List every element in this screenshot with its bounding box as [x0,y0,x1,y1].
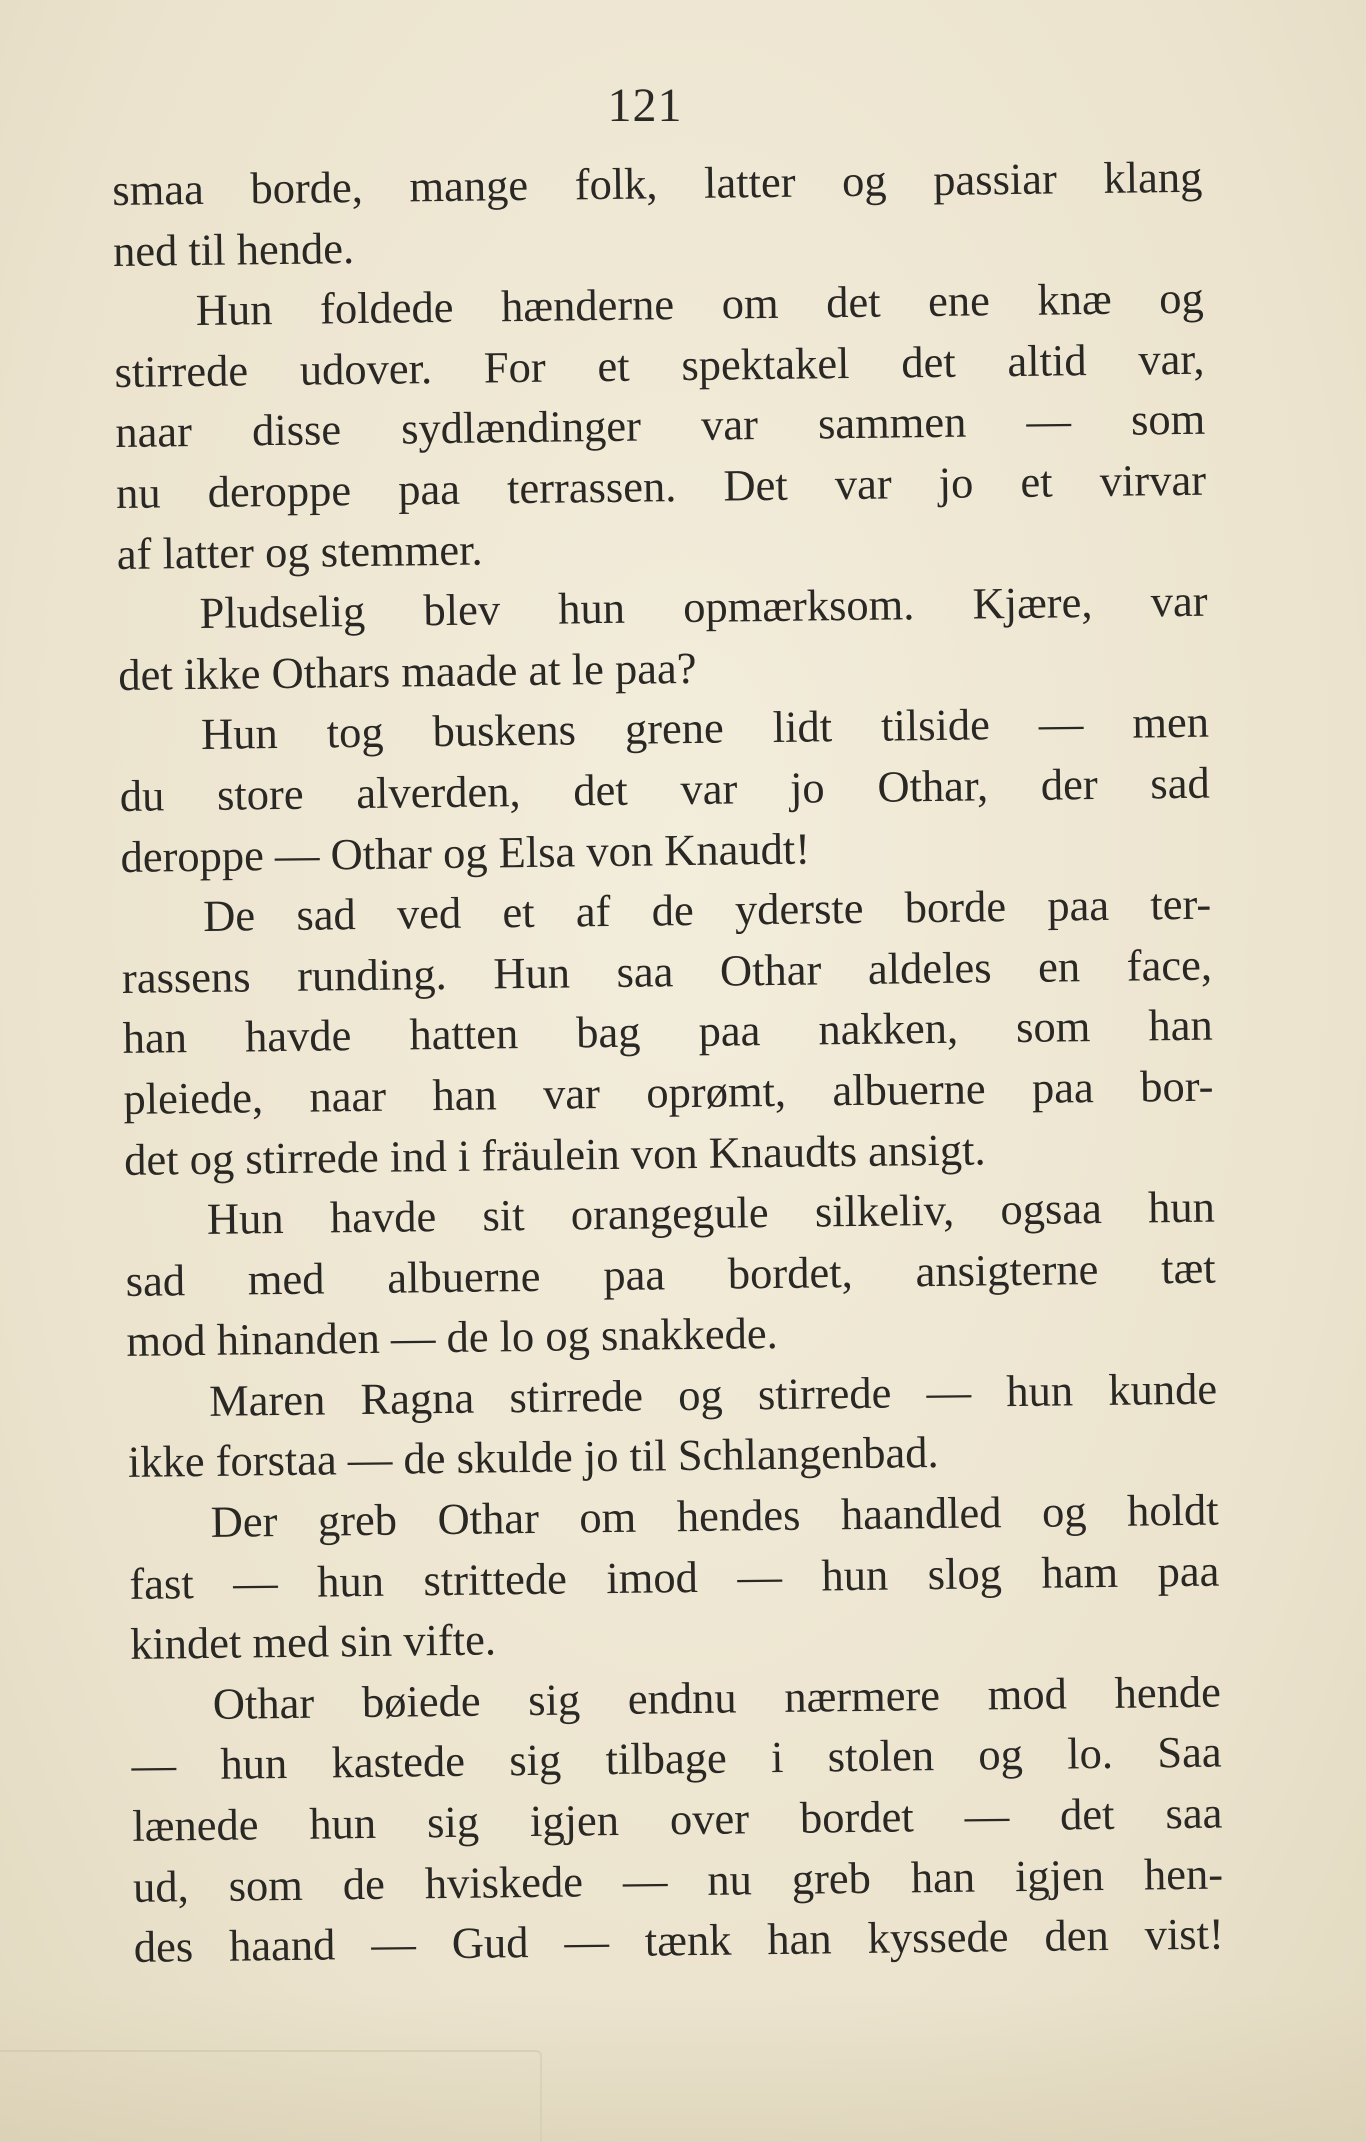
page-shadow [0,1992,1366,2142]
text-line: Der greb Othar om hendes haandled og holdt [210,1484,1219,1547]
text-line: stirrede udover. For et spektakel det altid var, [114,333,1205,397]
text-line: mod hinanden — de lo og snakkede. [126,1308,778,1367]
text-line: det og stirrede ind i fräulein von Knaudts ansigt. [123,1123,986,1185]
text-line: lænede hun sig igjen over bordet — det saa [132,1787,1223,1851]
body-text [112,147,1224,1978]
text-line: rassens runding. Hun saa Othar aldeles en face, [121,939,1213,1003]
text-line: det ikke Othars maade at le paa? [117,642,697,700]
text-line: naar disse sydlændinger var sammen — som [115,394,1206,458]
text-line: Pludselig blev hun opmærksom. Kjære, var [199,575,1208,639]
text-line: ned til hende. [112,222,355,276]
text-line: des haand — Gud — tænk han kyssede den vist! [133,1908,1225,1973]
text-line: Hun foldede hænderne om det ene knæ og [195,272,1205,336]
text-line: smaa borde, mange folk, latter og passiar klang [112,151,1203,215]
text-line: Othar bøiede sig endnu nærmere mod hende [212,1666,1222,1729]
text-line: — hun kastede sig tilbage i stolen og lo. Saa [131,1727,1222,1791]
text-line: Hun tog buskens grene lidt tilside — men [200,696,1210,760]
text-line: af latter og stemmer. [116,524,483,579]
text-line: sad med albuerne paa bordet, ansigterne tæt [125,1242,1216,1306]
text-line: Hun havde sit orangegule silkeliv, ogsaa hun [206,1181,1216,1245]
text-line: deroppe — Othar og Elsa von Knaudt! [120,823,811,882]
text-line: De sad ved et af de yderste borde paa ter- [202,878,1212,942]
text-line: du store alverden, det var jo Othar, der sad [119,757,1210,821]
text-line: fast — hun strittede imod — hun slog ham paa [129,1545,1220,1609]
text-line: ikke forstaa — de skulde jo til Schlangenbad. [127,1427,939,1488]
text-line: kindet med sin vifte. [129,1614,497,1670]
page-number: 121 [607,79,683,132]
text-line: Maren Ragna stirrede og stirrede — hun kunde [208,1363,1218,1426]
text-line: ud, som de hviskede — nu greb han igjen hen- [132,1848,1224,1912]
text-line: pleiede, naar han var oprømt, albuerne paa bor- [123,1060,1214,1124]
text-line: nu deroppe paa terrassen. Det var jo et virvar [115,454,1207,518]
text-line: han havde hatten bag paa nakken, som han [122,999,1213,1064]
